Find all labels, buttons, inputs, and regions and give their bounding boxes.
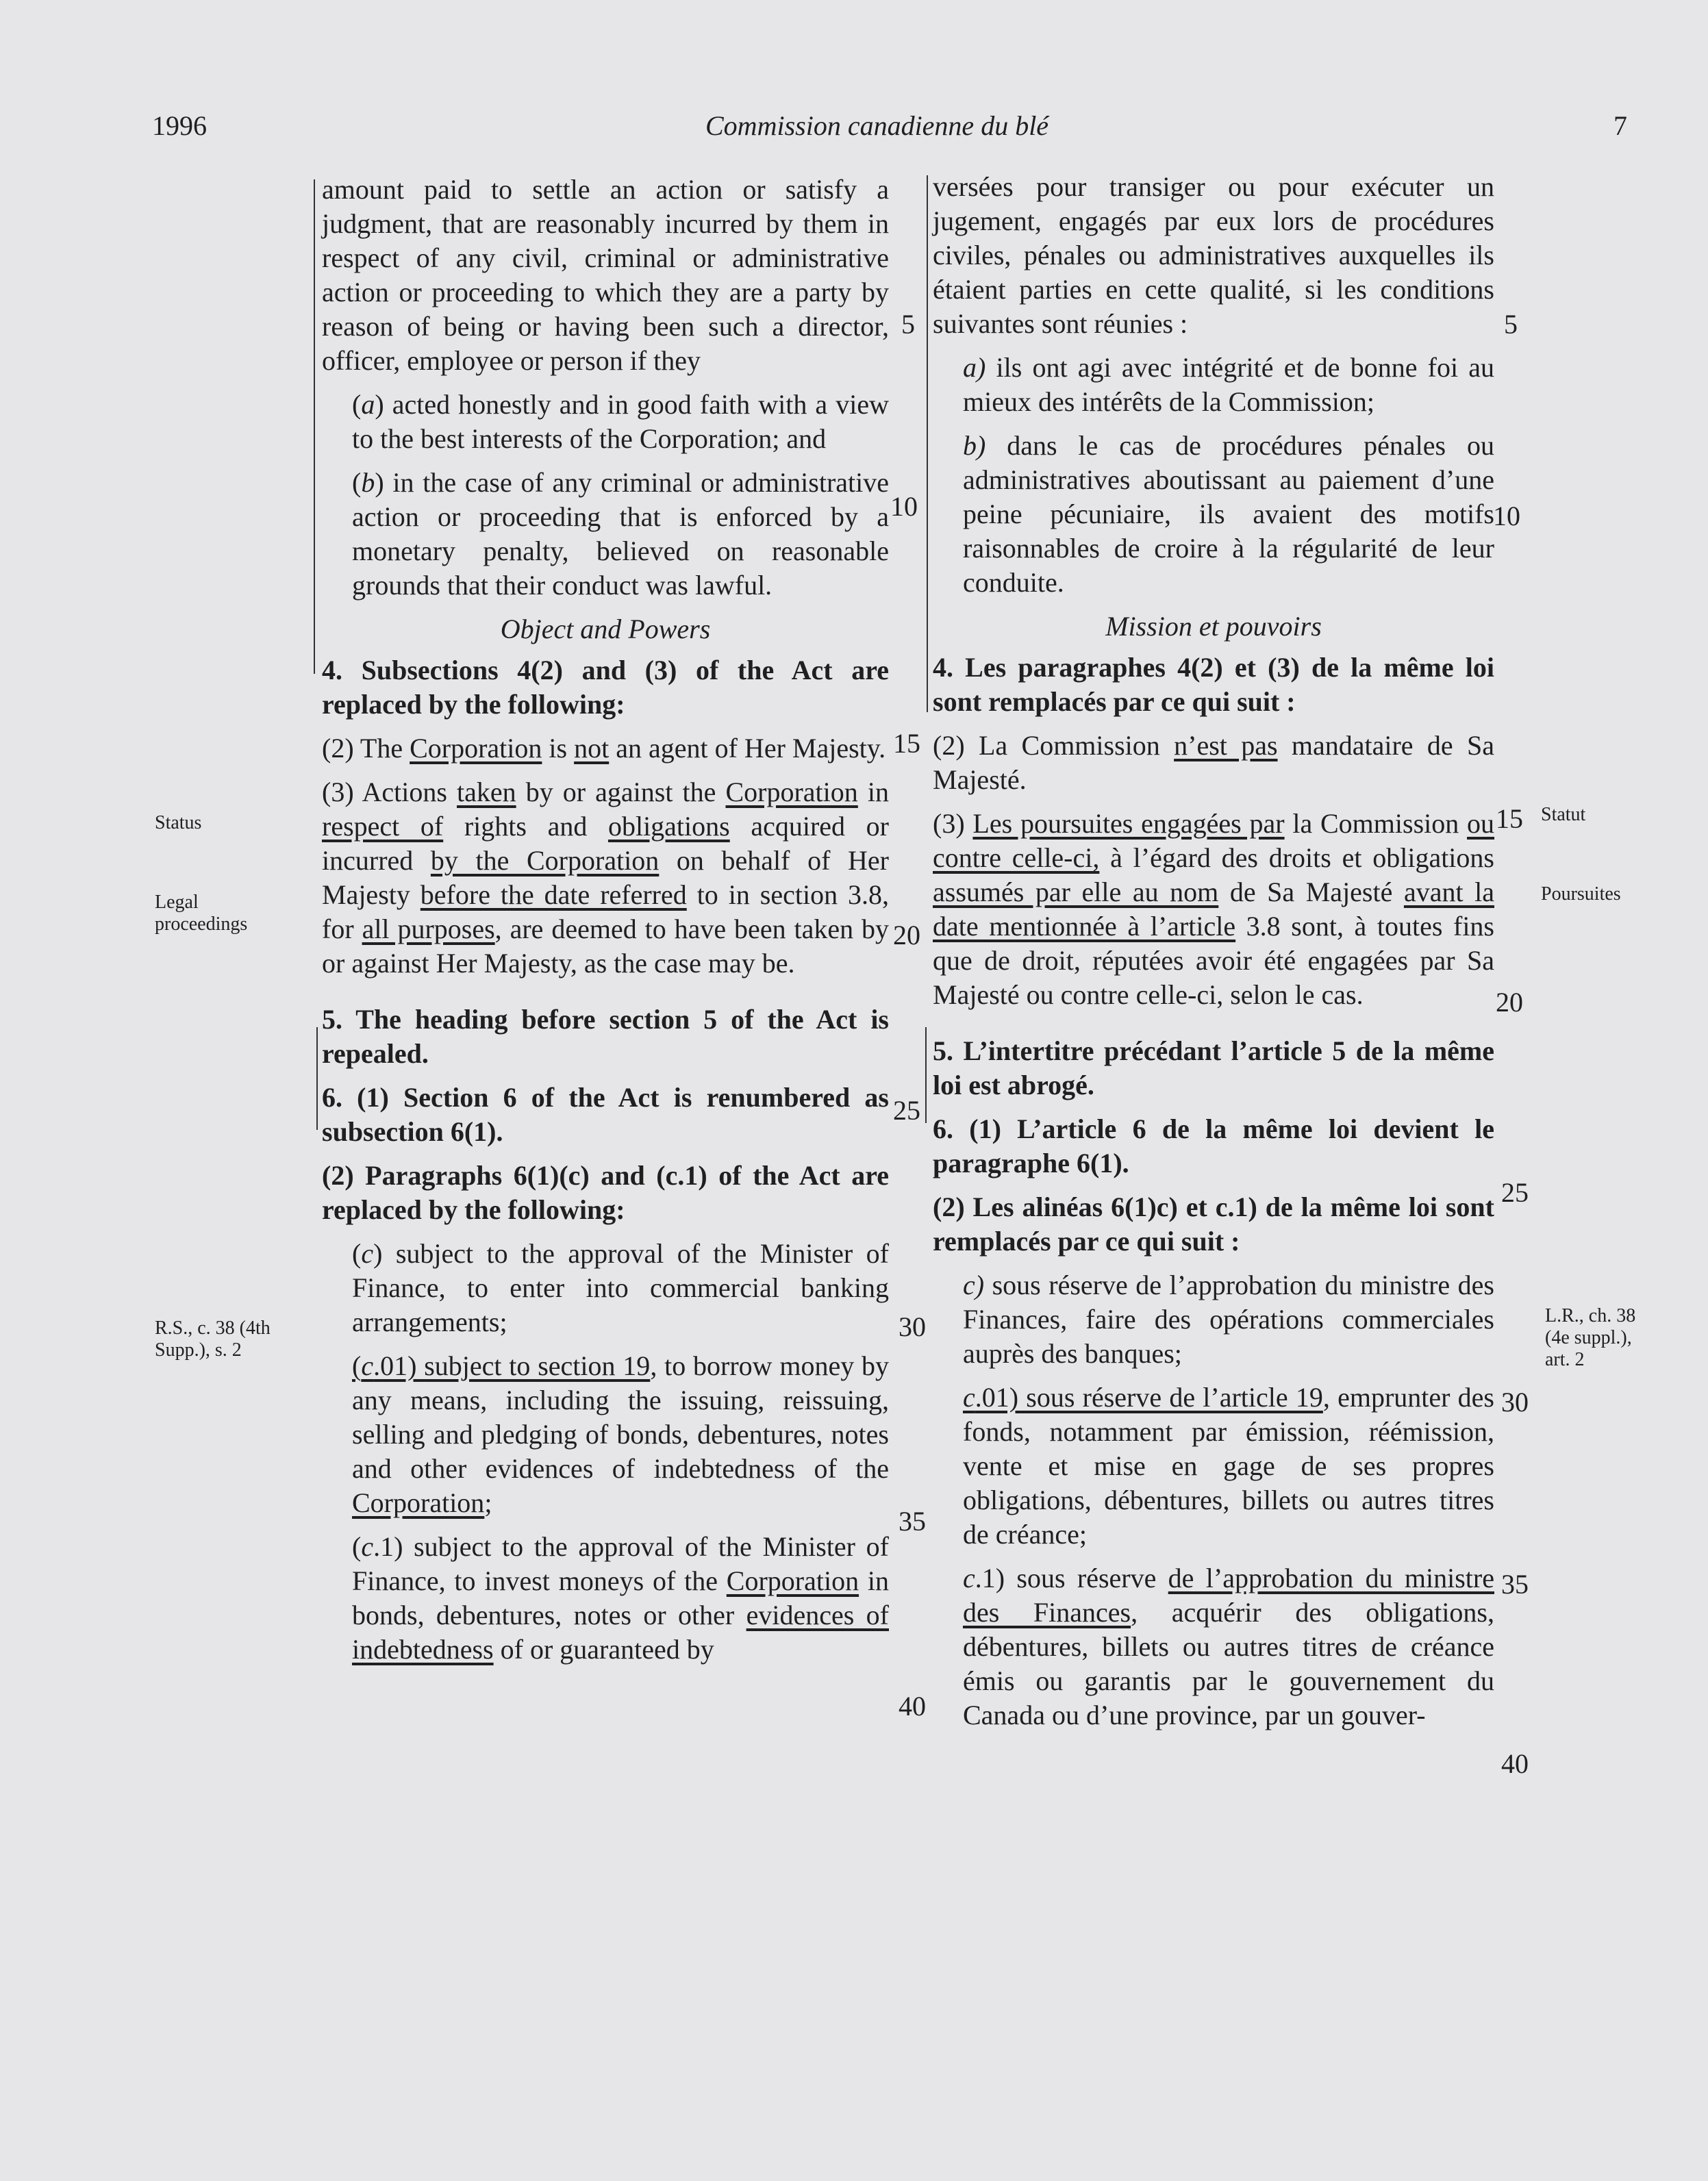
en-section-6-1: 6. (1) Section 6 of the Act is renumbered as subsection 6(1).	[322, 1082, 889, 1147]
en-line-number-15: 15	[893, 728, 920, 759]
header-title: Commission canadienne du blé	[705, 110, 1049, 141]
fr-underlined: n’est pas	[1174, 730, 1278, 761]
fr-text: 3.8 sont, à toutes fins que de droit, réputées avoir été engagées par Sa Majesté ou contre celle-ci, selon le cas.	[933, 911, 1494, 1010]
en-text: of or guaranteed by	[493, 1634, 714, 1665]
en-underlined: before the date referred	[420, 879, 687, 910]
en-underlined: obligations	[607, 811, 730, 842]
fr-label-c: c)	[963, 1270, 985, 1300]
margin-note-statut: Statut	[1541, 804, 1586, 825]
fr-paragraph-c01	[933, 1381, 1494, 1552]
en-line-number-10: 10	[890, 491, 918, 522]
en-underlined: .01) subject to section 19	[373, 1350, 651, 1381]
fr-subsection-4-2	[933, 729, 1494, 797]
fr-underlined: ou contre celle-ci,	[933, 808, 1495, 873]
fr-underlined: .01) sous réserve de l’article 19	[975, 1382, 1323, 1413]
en-text-a: acted honestly and in good faith with a view to the best interests of the Corporation; and	[352, 389, 889, 454]
revision-bar-english	[314, 179, 315, 674]
en-underlined: all purposes	[362, 913, 495, 944]
revision-bar-english-2	[316, 1027, 318, 1130]
fr-text: la Commission	[1284, 808, 1468, 839]
en-paragraph-a: (a) acted honestly and in good faith with a view to the best interests of the Corporation; and	[352, 389, 889, 454]
en-label-c1: c	[361, 1531, 374, 1562]
en-section-6-2: (2) Paragraphs 6(1)(c) and (c.1) of the Act are replaced by the following:	[322, 1160, 889, 1225]
en-underlined: Corporation	[725, 777, 858, 807]
en-label-c: c	[361, 1238, 374, 1269]
fr-line-number-30: 30	[1501, 1387, 1529, 1417]
en-section-4: 4. Subsections 4(2) and (3) of the Act are replaced by the following:	[322, 655, 889, 720]
fr-text-b: dans le cas de procédures pénales ou administratives aboutissant au paiement d’une peine pécuniaire, ils avaient des motifs raisonnables de croire à la régularité de leur conduite.	[963, 430, 1494, 598]
revision-bar-french	[927, 175, 928, 712]
fr-underlined: de l’approbation du ministre des Finances	[963, 1563, 1494, 1628]
en-paragraph-c01	[322, 1349, 889, 1520]
fr-text: (2) La Commission	[933, 730, 1175, 761]
en-text: , to borrow money by any means, including the issuing, reissuing, selling and pledging of bonds, debentures, notes and other evidences of indebtedness of the	[352, 1350, 889, 1484]
fr-paragraph-c1	[933, 1561, 1494, 1732]
en-text: (3) Actions	[322, 777, 457, 807]
en-paragraph-continuation: amount paid to settle an action or satisfy a judgment, that are reasonably incurred by them in respect of any civil, criminal or administrative action or proceeding to which they are a party by reason of being or having been such a director, officer, employee or person if they	[322, 174, 889, 376]
fr-line-number-35: 35	[1501, 1569, 1529, 1600]
fr-line-number-20: 20	[1496, 987, 1523, 1018]
en-text: by or against the	[516, 777, 726, 807]
fr-line-number-40: 40	[1501, 1748, 1529, 1779]
en-underlined: Corporation	[410, 733, 542, 764]
en-text: (2) The	[322, 733, 410, 764]
en-underlined: taken	[457, 777, 516, 807]
fr-label-c1: c	[963, 1563, 975, 1593]
fr-section-5: 5. L’intertitre précédant l’article 5 de la même loi est abrogé.	[933, 1035, 1494, 1100]
en-line-number-25: 25	[893, 1095, 920, 1126]
revision-bar-french-2	[925, 1027, 927, 1123]
fr-paragraph-continuation: versées pour transiger ou pour exécuter un jugement, engagés par eux lors de procédures civiles, pénales ou administratives auxquelles ils étaient parties en cette qualité, si les conditions suivantes sont réunies :	[933, 171, 1494, 339]
margin-note-poursuites: Poursuites	[1541, 883, 1621, 905]
fr-underlined: assumés par elle au nom	[933, 877, 1219, 907]
fr-section-6-2: (2) Les alinéas 6(1)c) et c.1) de la même loi sont remplacés par ce qui suit :	[933, 1192, 1494, 1257]
margin-note-legal-proceedings: Legal proceedings	[155, 892, 248, 935]
en-text: , are deemed to have been taken by or against Her Majesty, as the case may be.	[322, 913, 890, 979]
en-text: (	[352, 1531, 362, 1562]
header-page-number: 7	[1613, 110, 1627, 141]
en-paragraph-c: (c) subject to the approval of the Minister of Finance, to enter into commercial banking arrangements;	[352, 1238, 889, 1337]
fr-paragraph-c	[933, 1268, 1494, 1371]
fr-label-c01: c	[963, 1382, 975, 1413]
fr-paragraph-b	[933, 429, 1494, 600]
fr-paragraph-a	[933, 351, 1494, 419]
fr-label-a: a)	[963, 352, 986, 383]
en-underlined: evidences of indebtedness	[352, 1600, 889, 1665]
fr-text: à l’égard des droits et obligations	[1099, 842, 1494, 873]
en-line-number-20: 20	[893, 920, 920, 950]
header-year: 1996	[152, 110, 207, 141]
en-text: .1) subject to the approval of the Minister of Finance, to invest moneys of the	[352, 1531, 889, 1596]
en-text: rights and	[443, 811, 608, 842]
en-subsection-4-2	[322, 731, 889, 766]
fr-heading-mission: Mission et pouvoirs	[1105, 611, 1322, 642]
en-text: in	[857, 777, 889, 807]
fr-label-b: b)	[963, 430, 986, 461]
en-paragraph-c1	[322, 1530, 889, 1667]
en-text: acquired or incurred	[322, 811, 889, 876]
fr-section-6-1: 6. (1) L’article 6 de la même loi devient le paragraphe 6(1).	[933, 1113, 1494, 1178]
en-line-number-30: 30	[899, 1311, 926, 1342]
fr-underlined: avant la date mentionnée à l’article	[933, 877, 1494, 942]
fr-text: .1) sous réserve	[975, 1563, 1168, 1593]
margin-note-rs-c38: R.S., c. 38 (4th Supp.), s. 2	[155, 1318, 271, 1361]
en-paragraph-b: (b) in the case of any criminal or administrative action or proceeding that is enforced by a monetary penalty, believed on reasonable grounds that their conduct was lawful.	[352, 467, 889, 601]
fr-section-4: 4. Les paragraphes 4(2) et (3) de la même loi sont remplacés par ce qui suit :	[933, 652, 1494, 717]
english-column	[322, 173, 889, 1676]
en-text: to in section 3.8, for	[322, 879, 889, 944]
fr-text: de Sa Majesté	[1218, 877, 1404, 907]
en-text: an agent of Her Majesty.	[609, 733, 886, 764]
fr-text-c: sous réserve de l’approbation du ministre des Finances, faire des opérations commerciales auprès des banques;	[963, 1270, 1494, 1369]
en-underlined: Corporation	[352, 1487, 485, 1518]
en-label-c01: c	[361, 1350, 374, 1381]
fr-text: , emprunter des fonds, notamment par émission, réémission, vente et mise en gage de ses propres obligations, débentures, billets ou autres titres de créance;	[963, 1382, 1494, 1550]
margin-note-lr-ch38: L.R., ch. 38 (4e suppl.), art. 2	[1545, 1305, 1636, 1370]
fr-text: mandataire de Sa Majesté.	[933, 730, 1495, 795]
en-underlined: Corporation	[726, 1565, 859, 1596]
en-underlined: by the Corporation	[430, 845, 660, 876]
margin-note-status: Status	[155, 812, 202, 833]
en-line-number-35: 35	[899, 1506, 926, 1537]
en-label-b: b	[361, 467, 375, 498]
fr-subsection-4-3	[933, 807, 1494, 1012]
fr-text: (3)	[933, 808, 973, 839]
en-line-number-5: 5	[901, 309, 915, 340]
en-text: is	[542, 733, 575, 764]
fr-line-number-15: 15	[1496, 803, 1523, 834]
en-underlined: not	[574, 733, 610, 764]
fr-underlined: Les poursuites engagées par	[972, 808, 1285, 839]
en-text: on behalf of Her Majesty	[322, 845, 889, 910]
french-column	[933, 170, 1494, 1742]
fr-line-number-25: 25	[1501, 1177, 1529, 1208]
en-subsection-4-3	[322, 775, 889, 981]
en-underlined: respect of	[322, 811, 444, 842]
fr-text: , acquérir des obligations, débentures, billets ou autres titres de créance émis ou garantis par le gouvernement du Canada ou d’une province, par un gouver-	[963, 1597, 1494, 1730]
en-text: in bonds, debentures, notes or other	[352, 1565, 889, 1630]
en-heading-object-powers: Object and Powers	[500, 614, 711, 644]
en-line-number-40: 40	[899, 1691, 926, 1722]
en-section-5: 5. The heading before section 5 of the Act is repealed.	[322, 1004, 889, 1069]
en-text: ;	[484, 1487, 492, 1518]
en-text: (	[352, 1350, 362, 1381]
fr-text-a: ils ont agi avec intégrité et de bonne foi au mieux des intérêts de la Commission;	[963, 352, 1494, 417]
en-text-c: ) subject to the approval of the Minister of Finance, to enter into commercial banking arrangements;	[352, 1238, 889, 1337]
fr-line-number-5: 5	[1504, 309, 1518, 340]
en-text-b: in the case of any criminal or administrative action or proceeding that is enforced by a monetary penalty, believed on reasonable grounds that their conduct was lawful.	[352, 467, 889, 601]
en-label-a: a	[361, 389, 375, 420]
fr-line-number-10: 10	[1493, 501, 1520, 531]
